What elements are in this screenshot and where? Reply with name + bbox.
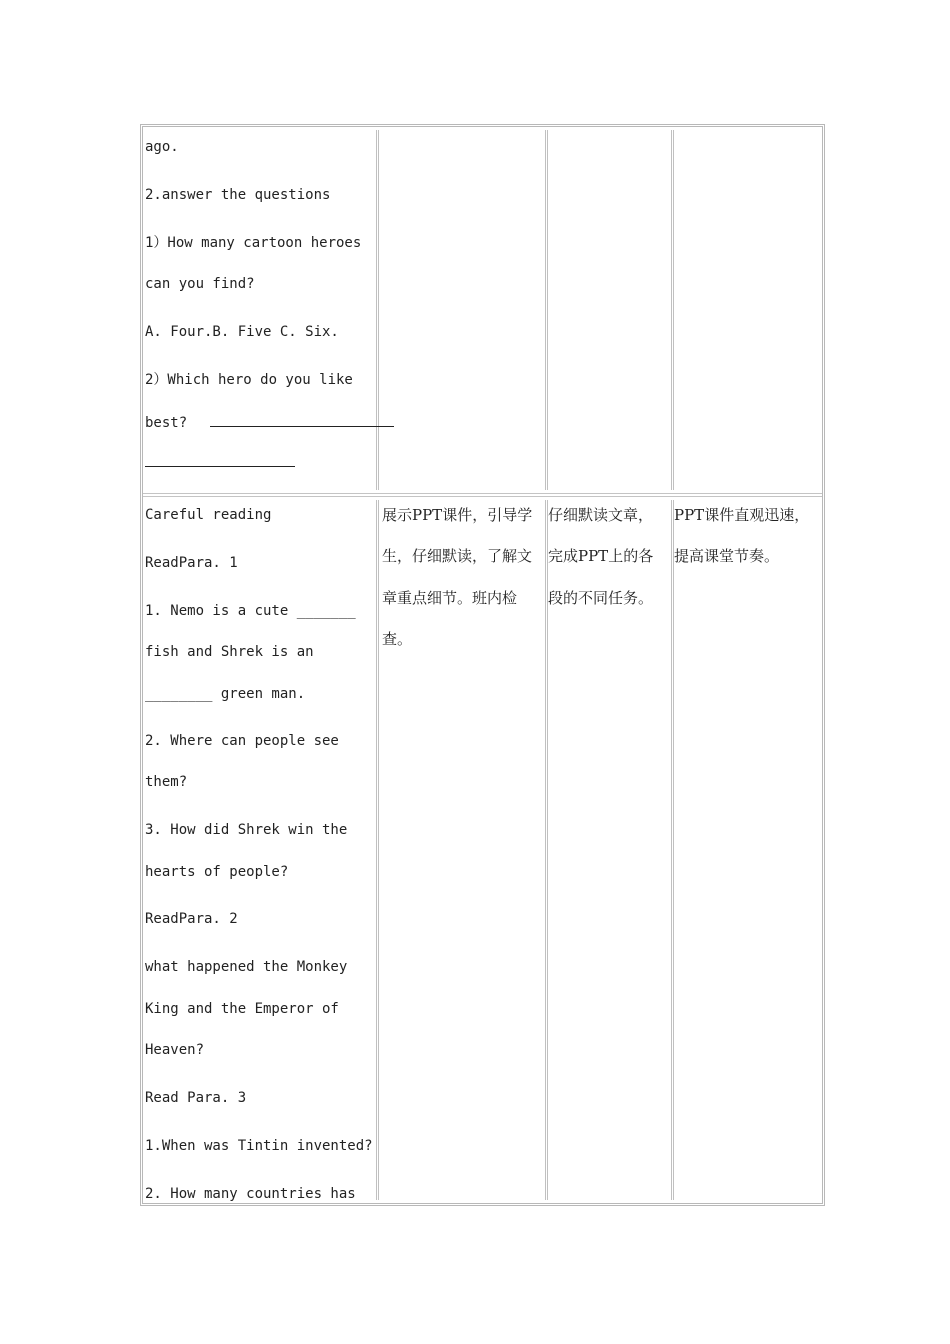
- text-line: can you find?: [145, 276, 255, 292]
- text-line: 2. How many countries has: [145, 1186, 356, 1202]
- lesson-table: [140, 124, 825, 1206]
- text-line: 完成PPT上的各: [548, 547, 654, 565]
- text-line: 生，仔细默读，了解文: [382, 547, 533, 565]
- table-row: [143, 497, 822, 1203]
- table-cell-student: [548, 500, 674, 1200]
- text-line: King and the Emperor of: [145, 1001, 339, 1017]
- text-line: 2）Which hero do you like: [145, 372, 353, 388]
- text-line: what happened the Monkey: [145, 959, 348, 975]
- table-cell-teacher: [382, 500, 548, 1200]
- text-line: PPT课件直观迅速，: [674, 506, 810, 524]
- question-label: best?: [145, 415, 188, 431]
- text-line: hearts of people?: [145, 864, 289, 880]
- text-line: 展示PPT课件，引导学: [382, 506, 533, 524]
- text-line: 提高课堂节奏。: [674, 547, 780, 565]
- text-line: 2.answer the questions: [145, 187, 331, 203]
- table-cell-purpose: [674, 130, 822, 490]
- text-line: ReadPara. 2: [145, 911, 238, 927]
- text-line: Read Para. 3: [145, 1090, 247, 1106]
- table-cell-activity: [143, 130, 379, 490]
- table-cell-purpose: [674, 500, 822, 1200]
- text-line: 仔细默读文章，: [548, 506, 654, 524]
- text-line: Heaven?: [145, 1042, 205, 1058]
- text-line: ago.: [145, 139, 179, 155]
- text-line: 1）How many cartoon heroes: [145, 235, 362, 251]
- table-row: [143, 127, 822, 497]
- text-line: Careful reading: [145, 507, 272, 523]
- text-line: 章重点细节。班内检: [382, 589, 518, 607]
- text-line: 段的不同任务。: [548, 589, 654, 607]
- answer-blank-line: [210, 412, 394, 427]
- table-cell-teacher: [382, 130, 548, 490]
- answer-blank-line: [145, 452, 295, 467]
- text-line: 3. How did Shrek win the: [145, 822, 348, 838]
- text-line: 1.When was Tintin invented?: [145, 1138, 373, 1154]
- table-cell-activity: [143, 500, 379, 1200]
- text-line: ReadPara. 1: [145, 555, 238, 571]
- text-line: 1. Nemo is a cute _______: [145, 603, 356, 619]
- text-line: 查。: [382, 630, 413, 648]
- text-line: fish and Shrek is an: [145, 644, 314, 660]
- text-line: 2. Where can people see: [145, 733, 339, 749]
- text-line: A. Four.B. Five C. Six.: [145, 324, 339, 340]
- text-line: them?: [145, 774, 188, 790]
- text-line: ________ green man.: [145, 686, 306, 702]
- table-cell-student: [548, 130, 674, 490]
- text-line: [145, 412, 394, 432]
